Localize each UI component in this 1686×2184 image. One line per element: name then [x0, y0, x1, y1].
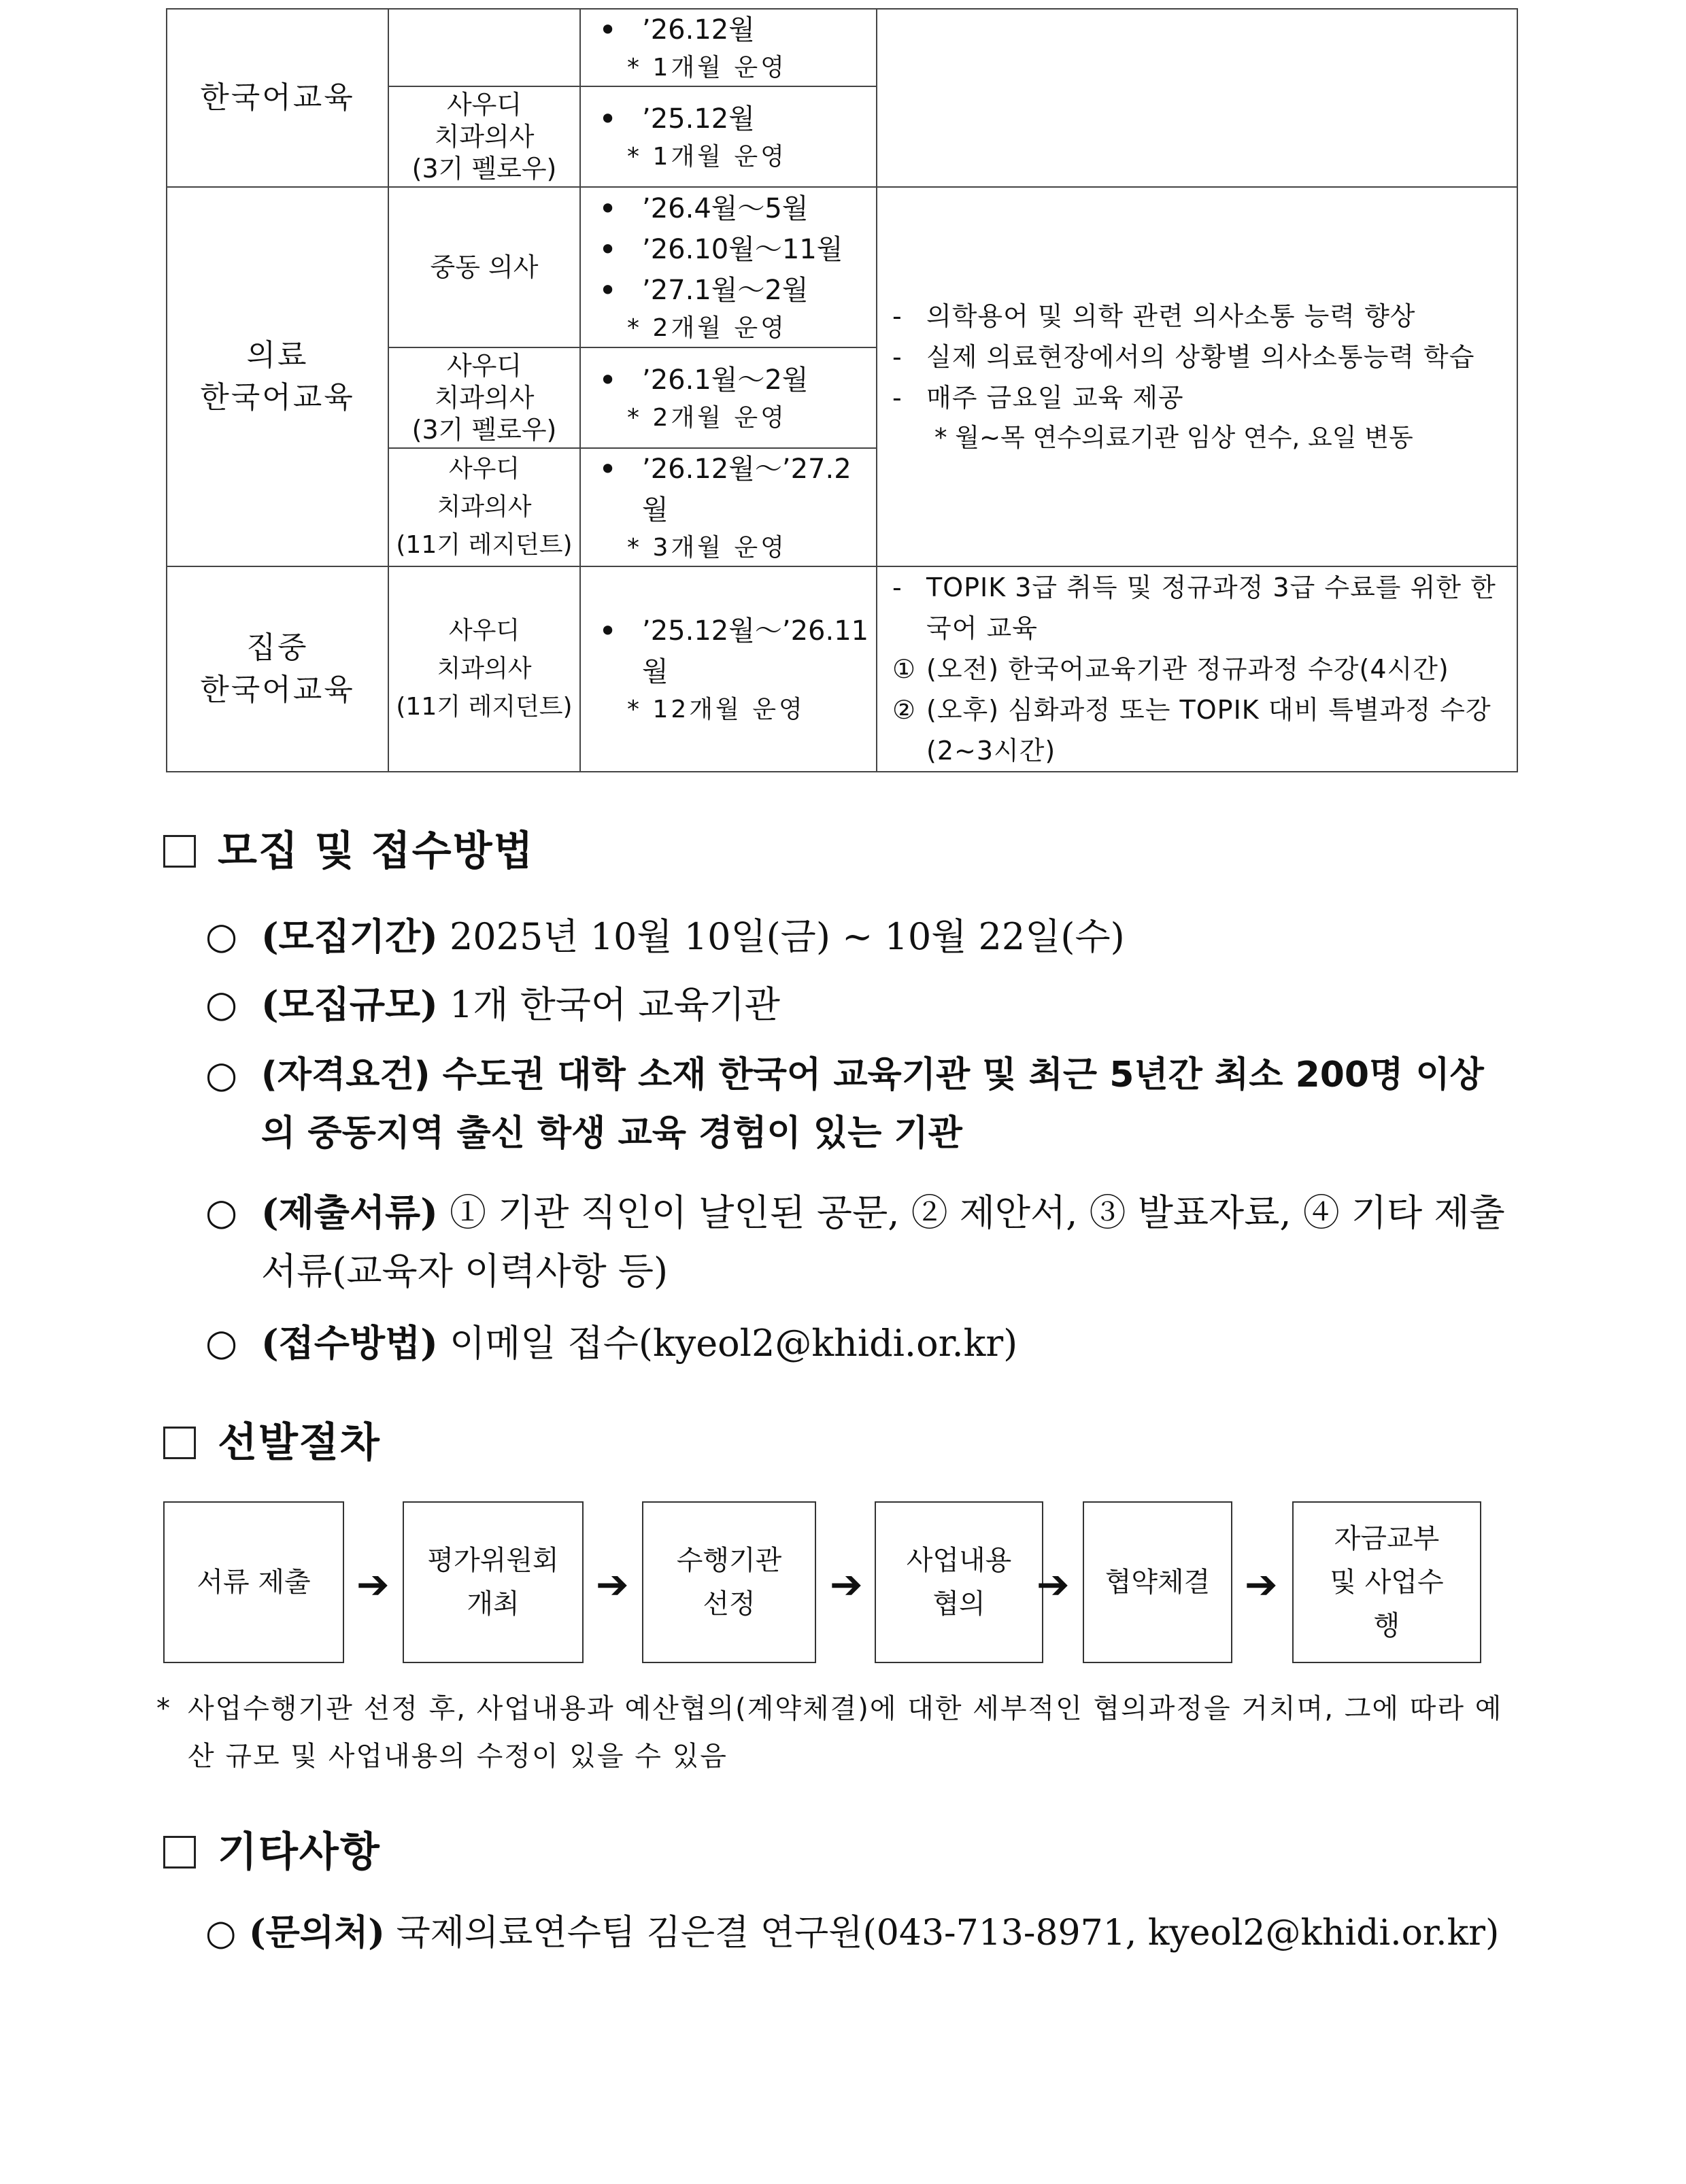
checkbox-icon: [163, 1427, 196, 1459]
schedule-cell: [580, 566, 877, 772]
schedule-note: * 1개월 운영: [627, 143, 787, 171]
schedule-cell: [580, 347, 877, 448]
description-item: - 의학용어 및 의학 관련 의사소통 능력 향상: [892, 301, 1416, 331]
circle-bullet-icon: ○: [205, 983, 238, 1025]
schedule-note: * 12개월 운영: [627, 696, 805, 723]
section-heading-selection: 선발절차: [163, 1416, 381, 1470]
arrow-right-icon: ➔: [596, 1561, 629, 1607]
description-cell-empty: [877, 9, 1517, 187]
target-cell: 중동 의사: [388, 187, 580, 347]
circle-bullet-icon: ○: [205, 1321, 238, 1364]
schedule-date: • ’27.1월～2월: [598, 270, 876, 311]
schedule-note: * 1개월 운영: [627, 54, 787, 82]
arrow-right-icon: ➔: [1245, 1561, 1278, 1607]
description-cell: [877, 566, 1517, 772]
arrow-right-icon: ➔: [830, 1561, 863, 1607]
flow-step-agreement: 협약체결: [1083, 1501, 1232, 1663]
flow-step-funding-execution: 자금교부 및 사업수행: [1292, 1501, 1481, 1663]
flow-step-business-consultation: 사업내용 협의: [875, 1501, 1043, 1663]
schedule-date: • ’26.12월～’27.2월: [598, 449, 876, 530]
description-item: - 매주 금요일 교육 제공: [892, 383, 1184, 413]
circle-bullet-icon: ○: [205, 1191, 238, 1233]
category-korean-edu: 한국어교육: [167, 9, 388, 187]
circle-bullet-icon: ○: [205, 1913, 237, 1953]
schedule-note: * 2개월 운영: [627, 404, 787, 432]
section-heading-etc: 기타사항: [163, 1825, 381, 1879]
schedule-date: • ’26.1월～2월: [598, 360, 876, 400]
description-cell: [877, 187, 1517, 566]
schedule-note: * 3개월 운영: [627, 534, 787, 562]
flow-step-institution-selection: 수행기관 선정: [642, 1501, 816, 1663]
description-item: - TOPIK 3급 취득 및 정규과정 3급 수료를 위한 한국어 교육: [892, 573, 1496, 643]
etc-item-contact: ○ (문의처) 국제의료연수팀 김은결 연구원(043-713-8971, kyeol2@khidi.or.kr): [205, 1904, 1518, 1962]
description-item: ② (오후) 심화과정 또는 TOPIK 대비 특별과정 수강(2~3시간): [892, 695, 1491, 766]
target-cell: 사우디 치과의사 (3기 펠로우): [388, 347, 580, 448]
arrow-right-icon: ➔: [1036, 1561, 1070, 1607]
circle-bullet-icon: ○: [205, 1053, 238, 1096]
category-intensive-edu: 집중 한국어교육: [167, 566, 388, 772]
schedule-cell: [580, 187, 877, 347]
recruit-item-documents: ○ (제출서류) ① 기관 직인이 날인된 공문, ② 제안서, ③ 발표자료, ④ 기타 제출서류(교육자 이력사항 등): [205, 1183, 1518, 1301]
target-cell: 사우디 치과의사 (3기 펠로우): [388, 86, 580, 187]
checkbox-icon: [163, 1836, 196, 1869]
schedule-cell: [580, 448, 877, 566]
recruit-item-scale: ○ (모집규모) 1개 한국어 교육기관: [205, 975, 1518, 1034]
schedule-date: • ’26.10월～11월: [598, 229, 876, 270]
description-item: ① (오전) 한국어교육기관 정규과정 수강(4시간): [892, 654, 1449, 684]
flow-step-evaluation-committee: 평가위원회 개최: [403, 1501, 584, 1663]
recruit-item-period: ○ (모집기간) 2025년 10월 10일(금) ~ 10월 22일(수): [205, 907, 1518, 966]
checkbox-icon: [163, 835, 196, 868]
recruit-item-submission: ○ (접수방법) 이메일 접수(kyeol2@khidi.or.kr): [205, 1314, 1518, 1373]
section-heading-recruit: 모집 및 접수방법: [163, 824, 535, 878]
description-item: - 실제 의료현장에서의 상황별 의사소통능력 학습: [892, 342, 1475, 372]
program-table: [166, 8, 1518, 772]
description-note: * 월~목 연수의료기관 임상 연수, 요일 변동: [934, 423, 1413, 452]
recruit-item-eligibility: ○ (자격요건) 수도권 대학 소재 한국어 교육기관 및 최근 5년간 최소 200명 이상의 중동지역 출신 학생 교육 경험이 있는 기관: [205, 1046, 1518, 1163]
selection-footnote: * 사업수행기관 선정 후, 사업내용과 예산협의(계약체결)에 대한 세부적인 협의과정을 거치며, 그에 따라 예산 규모 및 사업내용의 수정이 있을 수 있음: [156, 1693, 1503, 1772]
schedule-note: * 2개월 운영: [627, 314, 787, 342]
target-empty: [388, 9, 580, 86]
category-medical-edu: 의료 한국어교육: [167, 187, 388, 566]
schedule-date: • ’25.12월～’26.11월: [598, 611, 876, 692]
target-cell: 사우디 치과의사 (11기 레지던트): [388, 448, 580, 566]
circle-bullet-icon: ○: [205, 915, 238, 957]
target-cell: 사우디 치과의사 (11기 레지던트): [388, 566, 580, 772]
schedule-date: • ’25.12월: [598, 99, 876, 139]
flow-step-document-submission: 서류 제출: [163, 1501, 344, 1663]
schedule-cell: [580, 9, 877, 86]
schedule-date: • ’26.4월～5월: [598, 188, 876, 229]
arrow-right-icon: ➔: [356, 1561, 390, 1607]
schedule-date: • ’26.12월: [598, 10, 876, 50]
schedule-cell: [580, 86, 877, 187]
